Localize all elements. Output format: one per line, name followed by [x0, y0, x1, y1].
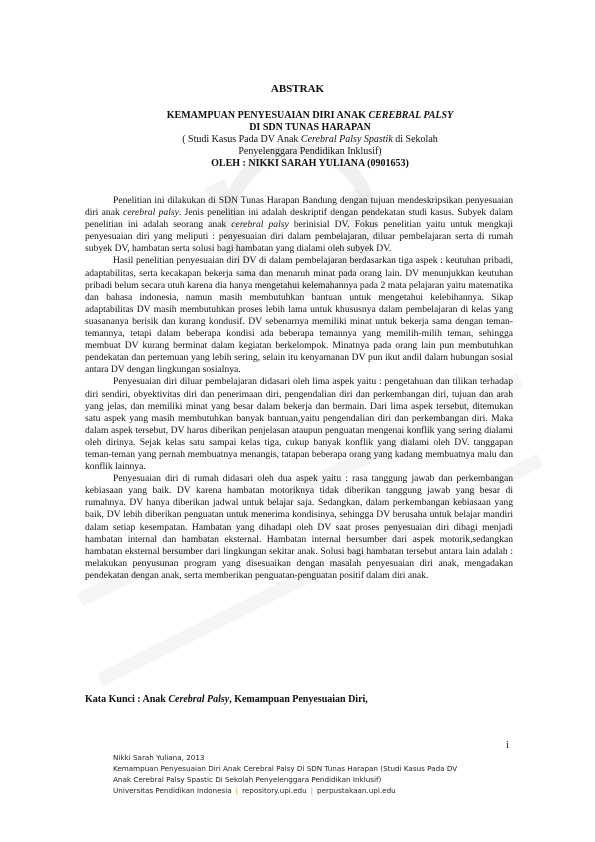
keywords-suffix: , Kemampuan Penyesuaian Diri, [229, 694, 368, 705]
p1-italic-2: cerebral palsy [231, 219, 289, 231]
heading-line-1-main: KEMAMPUAN PENYESUAIAN DIRI ANAK [166, 110, 369, 121]
footer-separator-2: | [310, 786, 314, 795]
p1-text-b: . Jenis penelitian ini adalah deskriptif dengan pendekatan studi kasus. Subyek dalam penelitian ini adalah seorang anak [85, 207, 513, 231]
p1-text-c: berinisial DV. Fokus penelitian yaitu untuk mengkaji penyesuaian diri yang meliputi : penyesuaian diri dalam pembelajaran, diluar pembelajaran serta di rumah subyek DV, hambatan serta solusi bagi hambatan yang dialami oleh subyek DV. [85, 219, 513, 255]
paragraph-3: Penyesuaian diri diluar pembelajaran didasari oleh lima aspek yaitu : pengetahuan dan tilikan terhadap diri sendiri, obyektivitas diri dan penerimaan diri, pengendalian diri dan perkembangan diri, tujuan dan arah yang jelas, dan memiliki minat yang besar dalam bekerja dan bermain. Dari lima aspek tersebut, ditemukan satu aspek yang masih membutuhkan banyak bantuan,yaitu pengendalian diri dan perkembangan diri. Maka dalam aspek tersebut, DV harus diberikan penjelasan ataupun penguatan mengenai konflik yang sering dialami oleh dirinya. Sejak kelas satu sampai kelas tiga, cukup banyak konflik yang dialami oleh DV. tanggapan teman-teman yang pernah membuatnya menangis, tatapan beberapa orang yang kadang membuatnya malu dan konflik lainnya. [85, 376, 513, 473]
author-line: OLEH : NIKKI SARAH YULIANA (0901653) [211, 158, 409, 169]
p1-italic-1: cerebral palsy [123, 207, 179, 219]
thesis-heading [110, 110, 510, 170]
footer-library-link[interactable]: perpustakaan.upi.edu [317, 786, 396, 795]
page-number: i [506, 740, 509, 751]
heading-line-3-post: di Sekolah [392, 134, 438, 145]
footer-links [113, 785, 533, 796]
footer-university: Universitas Pendidikan Indonesia [113, 786, 232, 795]
abstract-body [85, 195, 513, 582]
footer-author: Nikki Sarah Yuliana, 2013 [113, 753, 205, 762]
heading-line-1-italic: CEREBRAL PALSY [368, 110, 454, 121]
paragraph-2: Hasil penelitian penyesuaian diri DV di dalam pembelajaran berdasarkan tiga aspek : keutuhan pribadi, adaptabilitas, serta kecakapan bekerja sama dan menaruh minat pada orang lain. DV menunjukkan keutuhan pribadi belum secara utuh karena dia hanya mengetahui kelemahannya pada 2 mata pelajaran yaitu matematika dan bahasa indonesia, namun masih membutuhkan bantuan untuk mengetahui kelebihannya. Sikap adaptabilitas DV masih membutuhkan proses lebih lama untuk khususnya dalam pembelajaran di kelas yang suasananya berisik dan kurang kondusif. DV sebenarnya memiliki minat untuk bekerja sama dengan teman-temannya, tetapi dalam beberapa kondisi ada beberapa temannya yang memilih-milih teman, sehingga membuat DV kurang berminat dalam kegiatan berkelompok. Minatnya pada orang lain pun membutuhkan pendekatan dan pertemuan yang lebih sering, selain itu kenyamanan DV pun ikut andil dalam hubungan sosial antara DV dengan lingkungan sosialnya. [85, 255, 513, 376]
paragraph-1 [85, 195, 513, 255]
footer-title-line-1: Kemampuan Penyesuaian Diri Anak Cerebral Palsy Di SDN Tunas Harapan (Studi Kasus Pada DV [113, 764, 458, 773]
page-footer [113, 752, 533, 796]
heading-line-2: DI SDN TUNAS HARAPAN [249, 122, 371, 133]
heading-line-4: Penyelenggara Pendidikan Inklusif) [238, 146, 382, 157]
keywords-line [85, 694, 513, 705]
heading-line-3-italic: Cerebral Palsy Spastik [300, 134, 393, 145]
heading-line-3 [110, 134, 510, 146]
keywords-italic: Cerebral Palsy [168, 694, 230, 705]
footer-title-line-2: Anak Cerebral Palsy Spastic Di Sekolah Penyelenggara Pendidikan Inklusif) [113, 775, 382, 784]
paragraph-4: Penyesuaian diri di rumah didasari oleh dua aspek yaitu : rasa tanggung jawab dan perkembangan kebiasaan yang baik. DV karena hambatan motoriknya tidak diberikan tanggung jawab yang besar di rumahnya. DV hanya diberikan jadwal untuk belajar saja. Sedangkan, dalam perkembangan kebiasaan yang baik, DV lebih diberikan penguatan untuk menerima kondisinya, sehingga DV berusaha untuk belajar mandiri dalam setiap kesempatan. Hambatan yang dihadapi oleh DV saat proses penyesuaian diri dibagi menjadi hambatan internal dan hambatan eksternal. Hambatan internal bersumber dari aspek motorik,sedangkan hambatan eksternal bersumber dari lingkungan sekitar anak. Solusi bagi hambatan tersebut antara lain adalah : melakukan penyusunan program yang disesuaikan dengan masalah penyesuaian diri anak, mengadakan pendekatan dengan anak, serta memberikan penguatan-penguatan positif dalam diri anak. [85, 473, 513, 581]
footer-separator-1: | [235, 786, 239, 795]
footer-repository-link[interactable]: repository.upi.edu [242, 786, 307, 795]
heading-line-3-pre: ( Studi Kasus Pada DV Anak [182, 134, 301, 145]
abstract-title: ABSTRAK [270, 83, 325, 95]
keywords-prefix: Kata Kunci : Anak [85, 694, 169, 705]
heading-line-1 [110, 110, 510, 122]
p1-text-a: Penelitian ini dilakukan di SDN Tunas Harapan Bandung dengan tujuan mendeskripsikan penyesuaian diri anak [85, 195, 513, 219]
